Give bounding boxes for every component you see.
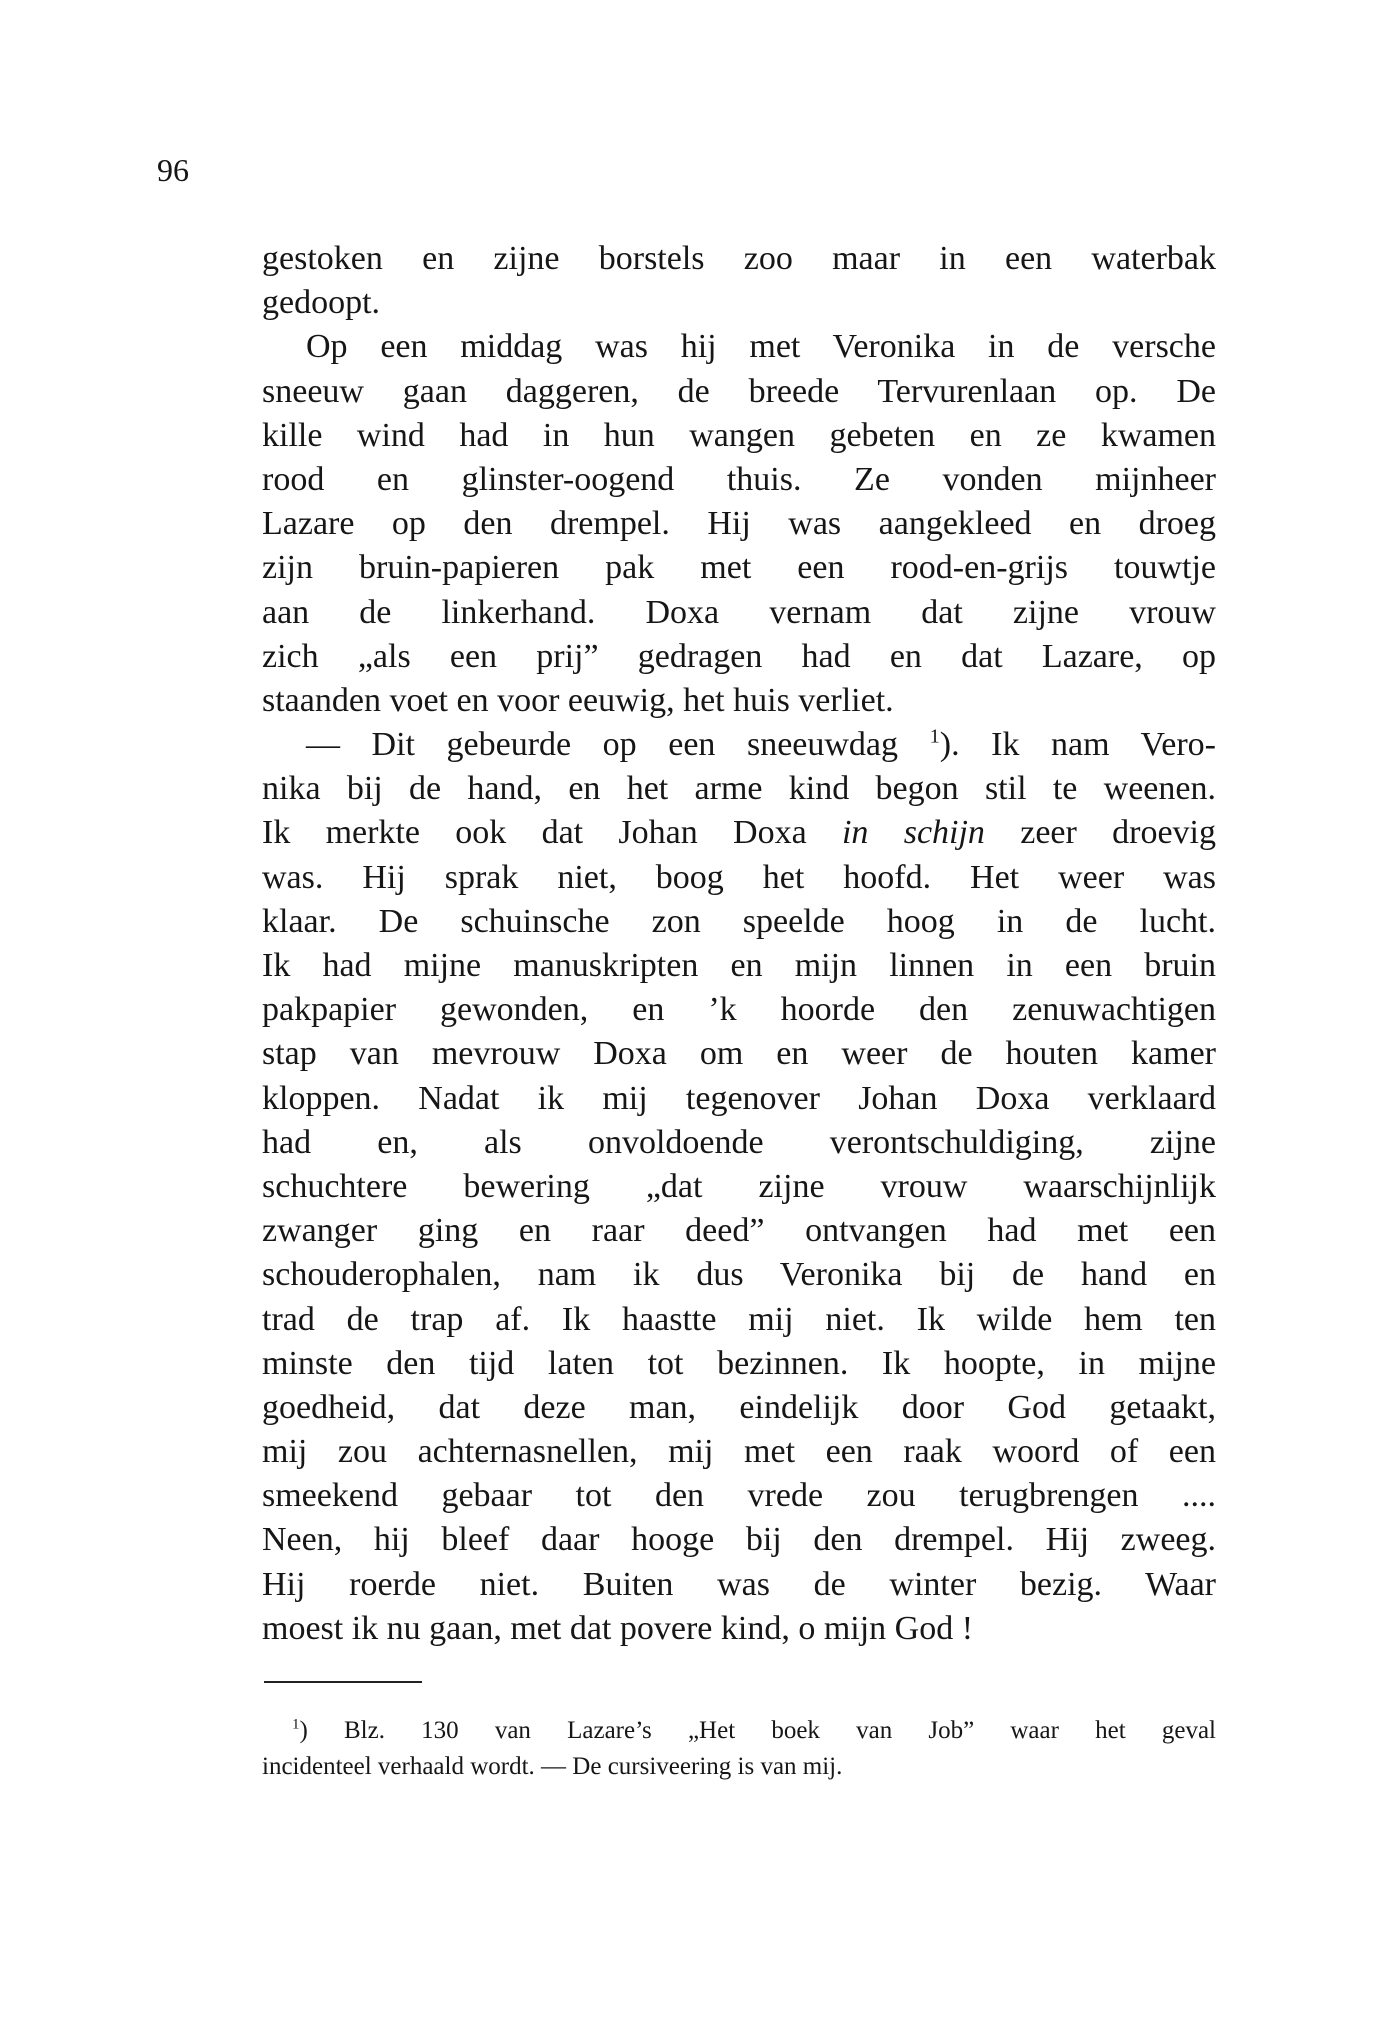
text-line: pakpapier gewonden, en ’k hoorde den zenuwachtigen [262, 991, 1216, 1029]
text-line: goedheid, dat deze man, eindelijk door God getaakt, [262, 1388, 1216, 1426]
text-line: rood en glinster-oogend thuis. Ze vonden mijnheer [262, 460, 1216, 498]
text-line: kille wind had in hun wangen gebeten en ze kwamen [262, 416, 1216, 454]
text-line: klaar. De schuinsche zon speelde hoog in de lucht. [262, 902, 1216, 940]
text-line: aan de linkerhand. Doxa vernam dat zijne vrouw [262, 593, 1216, 631]
text-line: kloppen. Nadat ik mij tegenover Johan Doxa verklaard [262, 1079, 1216, 1117]
text-line: gestoken en zijne borstels zoo maar in een waterbak [262, 240, 1216, 277]
text-line: stap van mevrouw Doxa om en weer de houten kamer [262, 1035, 1216, 1073]
text-line: zich „als een prij” gedragen had en dat Lazare, op [262, 637, 1216, 675]
text-line: Op een middag was hij met Veronika in de versche [306, 328, 1216, 366]
text-line: gedoopt. [262, 284, 381, 322]
body-text [262, 237, 1216, 1651]
text-line: Lazare op den drempel. Hij was aangekleed en droeg [262, 505, 1216, 543]
text-line: Hij roerde niet. Buiten was de winter bezig. Waar [262, 1565, 1216, 1603]
text-line: smeekend gebaar tot den vrede zou terugbrengen .... [262, 1477, 1216, 1515]
text-line: Ik had mijne manuskripten en mijn linnen in een bruin [262, 947, 1216, 984]
text-line: moest ik nu gaan, met dat povere kind, o mijn God ! [262, 1609, 974, 1647]
text-line: was. Hij sprak niet, boog het hoofd. Het weer was [262, 858, 1216, 896]
text-line: zwanger ging en raar deed” ontvangen had met een [262, 1212, 1216, 1250]
footnote [262, 1713, 1216, 1785]
footnote-rule [264, 1681, 422, 1683]
text-line: minste den tijd laten tot bezinnen. Ik hoopte, in mijne [262, 1344, 1216, 1382]
text-line: Neen, hij bleef daar hooge bij den drempel. Hij zweeg. [262, 1521, 1216, 1559]
text-line: schuchtere bewering „dat zijne vrouw waarschijnlijk [262, 1167, 1216, 1205]
footnote-line: $^1$) Blz. 130 van Lazare’s „Het boek van Job” waar het geval [292, 1716, 1216, 1744]
text-line: Ik merkte ook dat Johan Doxa in schijn zeer droevig [262, 814, 1216, 852]
footnote-line: incidenteel verhaald wordt. — De cursiveering is van mij. [262, 1753, 843, 1780]
page-number: 96 [157, 152, 189, 188]
text-line: mij zou achternasnellen, mij met een raak woord of een [262, 1433, 1216, 1471]
text-line: schouderophalen, nam ik dus Veronika bij de hand en [262, 1256, 1216, 1294]
text-line: trad de trap af. Ik haastte mij niet. Ik wilde hem ten [262, 1300, 1216, 1338]
text-line: sneeuw gaan daggeren, de breede Tervurenlaan op. De [262, 372, 1216, 410]
text-line: — Dit gebeurde op een sneeuwdag $^1$). Ik nam Vero- [306, 725, 1216, 764]
text-line: had en, als onvoldoende verontschuldiging, zijne [262, 1123, 1216, 1161]
text-line: zijn bruin-papieren pak met een rood-en-grijs touwtje [262, 549, 1216, 587]
text-line: staanden voet en voor eeuwig, het huis verliet. [262, 681, 894, 719]
text-line: nika bij de hand, en het arme kind begon stil te weenen. [262, 770, 1216, 808]
